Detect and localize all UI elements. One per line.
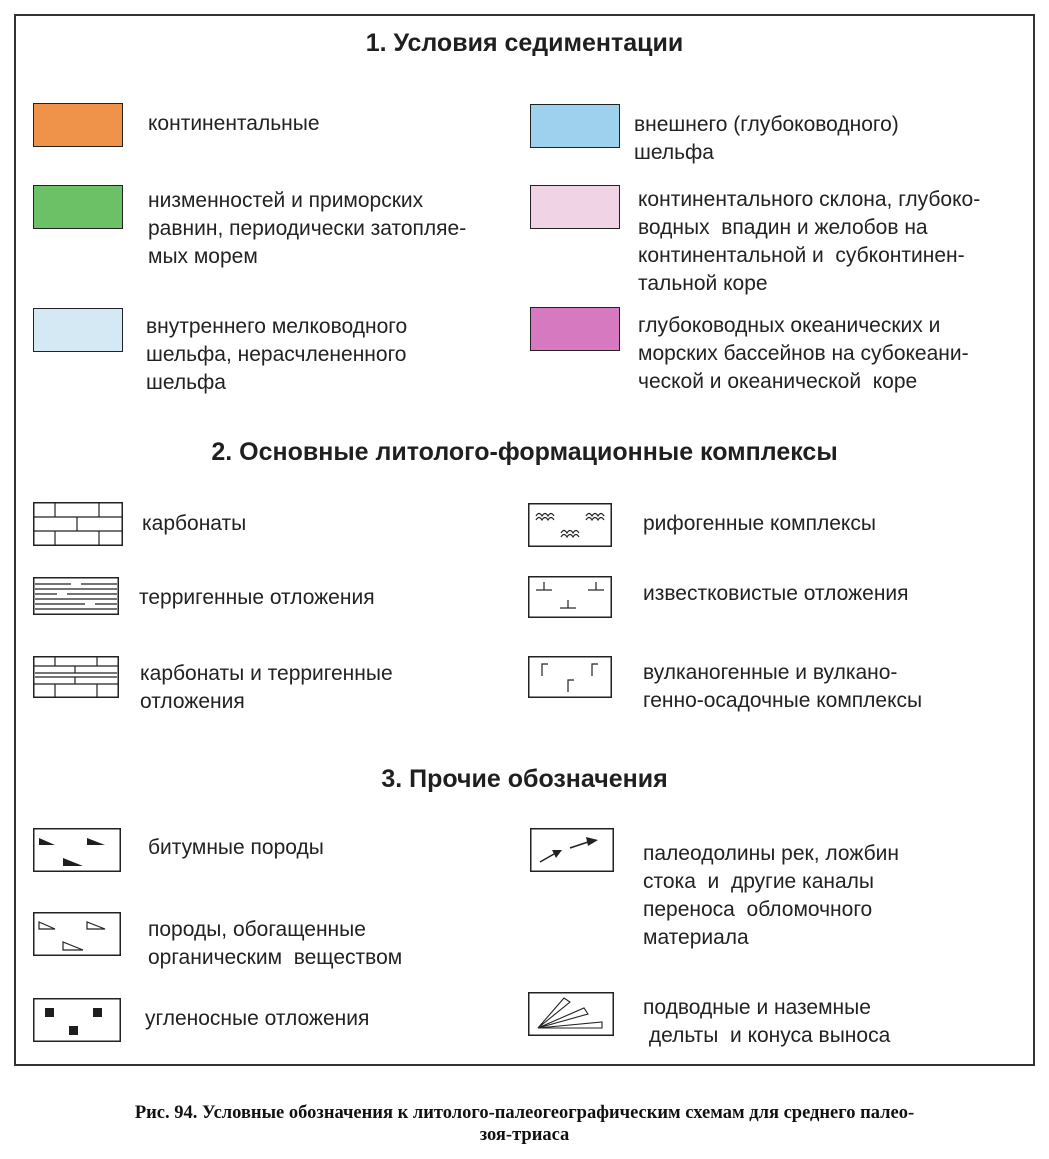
reef-complexes-icon xyxy=(528,503,612,547)
label-paleovalleys: палеодолины рек, ложбин стока и другие каналы переноса обломочного материала xyxy=(643,842,899,949)
swatch-continental-slope xyxy=(530,185,620,229)
label-carbonates: карбонаты xyxy=(142,512,247,535)
figure-caption: Рис. 94. Условные обозначения к литолого-палеогеографическим схемам для среднего палео- зоя-триаса xyxy=(134,1103,915,1145)
swatch-continental xyxy=(33,103,123,147)
label-calcareous: известковистые отложения xyxy=(643,582,909,605)
label-bitumen: битумные породы xyxy=(148,836,324,859)
terrigenous-lines-icon xyxy=(33,577,119,615)
label-terrigenous: терригенные отложения xyxy=(139,586,375,609)
calcareous-t-marks-icon xyxy=(528,576,612,618)
volcanic-gamma-marks-icon xyxy=(528,656,612,698)
label-outer-shelf: внешнего (глубоководного) шельфа xyxy=(634,113,899,164)
label-coal: угленосные отложения xyxy=(145,1007,370,1030)
section-title-sedimentation: 1. Условия седиментации xyxy=(365,29,684,57)
label-lowlands: низменностей и приморских равнин, периодически затопляе- мых морем xyxy=(148,189,467,268)
label-deltas: подводные и наземные дельты и конуса выноса xyxy=(643,996,891,1047)
delta-fan-icon xyxy=(528,992,614,1036)
swatch-outer-shelf xyxy=(530,104,620,148)
label-reef-complexes: рифогенные комплексы xyxy=(643,512,876,535)
label-deep-basins: глубоководных океанических и морских бассейнов на субокеани- ческой и океанической коре xyxy=(638,314,969,393)
carbonates-terrigenous-icon xyxy=(33,656,119,698)
paleovalley-arrows-icon xyxy=(530,828,614,872)
label-volcanic: вулканогенные и вулкано- генно-осадочные комплексы xyxy=(643,661,923,712)
label-organic: породы, обогащенные органическим веществом xyxy=(148,918,403,969)
organic-open-triangles-icon xyxy=(33,912,121,956)
carbonates-brick-icon xyxy=(33,502,123,546)
label-continental-slope: континентального склона, глубоко- водных впадин и желобов на континентальной и субконтинен- тальной коре xyxy=(638,188,981,295)
label-carbonates-terrigenous: карбонаты и терригенные отложения xyxy=(140,662,393,713)
bitumen-triangles-icon xyxy=(33,828,121,872)
label-continental: континентальные xyxy=(148,112,320,135)
section-title-other: 3. Прочие обозначения xyxy=(381,765,668,793)
swatch-lowlands xyxy=(33,185,123,229)
label-inner-shelf: внутреннего мелководного шельфа, нерасчлененного шельфа xyxy=(146,315,408,394)
section-title-lithology: 2. Основные литолого-формационные комплексы xyxy=(211,438,838,466)
coal-squares-icon xyxy=(33,998,121,1042)
swatch-inner-shelf xyxy=(33,308,123,352)
swatch-deep-basins xyxy=(530,307,620,351)
